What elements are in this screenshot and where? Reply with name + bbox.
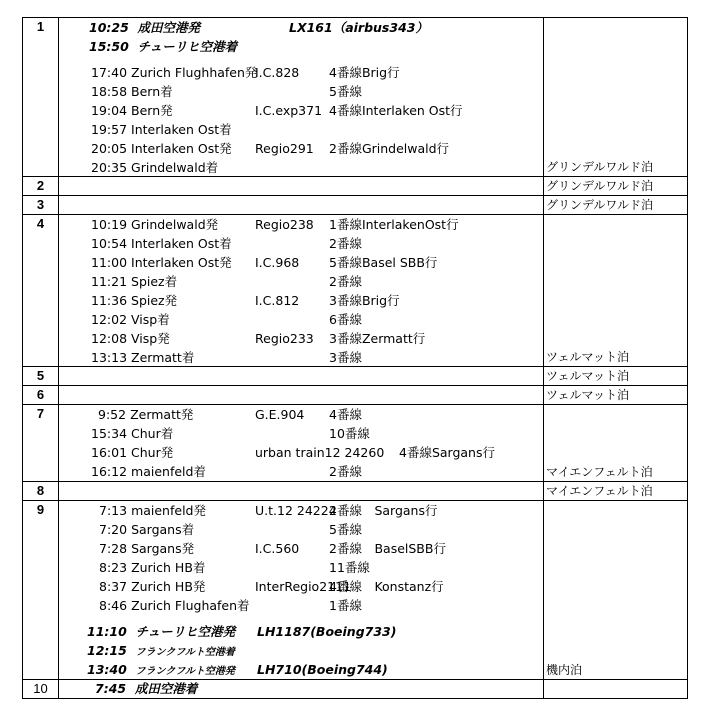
- day-row-1: [23, 18, 688, 177]
- text-fragment: 11:21: [91, 274, 128, 289]
- train-line: [91, 234, 232, 253]
- train-number: U.t.12 24224: [255, 503, 337, 518]
- train-line: [99, 520, 194, 539]
- day-number: [23, 215, 59, 367]
- stay-cell: [544, 386, 688, 405]
- train-number: I.C.828: [255, 65, 300, 80]
- text-fragment: Sargans着: [131, 522, 195, 537]
- text-fragment: Grindelwald着: [131, 160, 219, 175]
- train-line: [99, 501, 206, 520]
- text-fragment: 20:35: [91, 160, 128, 175]
- text-fragment: 12:02: [91, 312, 128, 327]
- train-number: Regio291: [255, 141, 314, 156]
- text-fragment: 19:04: [91, 103, 128, 118]
- stay-cell: [544, 196, 688, 215]
- train-line: [91, 462, 206, 481]
- train-line: [99, 577, 205, 596]
- text-fragment: 15:34: [91, 426, 128, 441]
- day-row-4: [23, 215, 688, 367]
- day-schedule: [59, 215, 544, 367]
- text-fragment: 1: [36, 19, 45, 34]
- stay-note: マイエンフェルト泊: [546, 484, 653, 498]
- track-info: 4番線 Konstanz行: [329, 579, 444, 594]
- day-row-10: [23, 680, 688, 699]
- text-fragment: 4: [36, 216, 45, 231]
- track-info: 4番線Interlaken Ost行: [329, 103, 463, 118]
- text-fragment: LH1187(Boeing733): [257, 624, 397, 639]
- day-schedule: [59, 386, 544, 405]
- track-info: 1番線: [329, 598, 362, 613]
- text-fragment: 16:01: [91, 445, 128, 460]
- track-info: 2番線 Sargans行: [329, 503, 438, 518]
- flight-line: [87, 622, 397, 641]
- train-line: [91, 424, 173, 443]
- train-number: Regio233: [255, 331, 314, 346]
- text-fragment: Bern発: [131, 103, 173, 118]
- text-fragment: 7:20: [99, 522, 128, 537]
- day-schedule: [59, 177, 544, 196]
- track-info: 11番線: [329, 560, 370, 575]
- train-line: [91, 310, 170, 329]
- train-number: G.E.904: [255, 407, 305, 422]
- day-schedule: [59, 501, 544, 680]
- text-fragment: 5: [36, 368, 45, 383]
- day-schedule: [59, 405, 544, 482]
- day-number: [23, 386, 59, 405]
- track-info: 3番線Brig行: [329, 293, 400, 308]
- text-fragment: Bern着: [131, 84, 173, 99]
- text-fragment: Interlaken Ost着: [131, 122, 232, 137]
- text-fragment: Interlaken Ost着: [131, 236, 232, 251]
- flight-line: [87, 641, 235, 660]
- day-number: [23, 405, 59, 482]
- text-fragment: 8:37: [99, 579, 128, 594]
- day-number: [23, 367, 59, 386]
- stay-note: ツェルマット泊: [546, 350, 630, 364]
- text-fragment: 19:57: [91, 122, 128, 137]
- train-line: [91, 215, 218, 234]
- train-line: [91, 158, 218, 177]
- text-fragment: 15:50: [89, 39, 129, 54]
- text-fragment: Zurich HB着: [131, 560, 206, 575]
- day-row-8: [23, 482, 688, 501]
- stay-note: グリンデルワルド泊: [546, 160, 654, 174]
- text-fragment: Chur発: [131, 445, 174, 460]
- train-number: I.C.560: [255, 541, 300, 556]
- train-line: [91, 63, 257, 82]
- text-fragment: LH710(Boeing744): [257, 662, 388, 677]
- track-info: 5番線: [329, 84, 362, 99]
- text-fragment: 20:05: [91, 141, 128, 156]
- track-info: 4番線Sargans行: [399, 445, 495, 460]
- text-fragment: Zurich Flughafen着: [131, 598, 250, 613]
- train-number: I.C.812: [255, 293, 300, 308]
- day-row-5: [23, 367, 688, 386]
- stay-note: グリンデルワルド泊: [546, 198, 654, 212]
- text-fragment: 3: [36, 197, 45, 212]
- track-info: 2番線 BaselSBB行: [329, 541, 446, 556]
- text-fragment: 2: [36, 178, 45, 193]
- stay-note: マイエンフェルト泊: [546, 465, 653, 479]
- stay-cell: [544, 177, 688, 196]
- text-fragment: 11:00: [91, 255, 128, 270]
- text-fragment: 13:40: [87, 662, 127, 677]
- text-fragment: 成田空港発: [137, 20, 201, 35]
- text-fragment: 17:40: [91, 65, 128, 80]
- train-line: [91, 348, 194, 367]
- text-fragment: Zermatt発: [130, 407, 194, 422]
- train-line: [91, 82, 173, 101]
- text-fragment: Spiez発: [131, 293, 178, 308]
- day-number: [23, 196, 59, 215]
- text-fragment: 7:45: [95, 681, 127, 696]
- train-line: [91, 329, 170, 348]
- text-fragment: 13:13: [91, 350, 128, 365]
- train-number: I.C.exp371: [255, 103, 323, 118]
- train-number: I.C.968: [255, 255, 300, 270]
- train-line: [91, 443, 173, 462]
- text-fragment: 9:52: [98, 407, 127, 422]
- track-info: 4番線: [329, 407, 362, 422]
- text-fragment: 11:36: [91, 293, 128, 308]
- day-number: [23, 18, 59, 177]
- train-line: [99, 558, 205, 577]
- text-fragment: 10:19: [91, 217, 128, 232]
- text-fragment: maienfeld発: [131, 503, 206, 518]
- stay-note: ツェルマット泊: [546, 388, 630, 402]
- text-fragment: Chur着: [131, 426, 174, 441]
- stay-cell: [544, 405, 688, 482]
- track-info: 2番線: [329, 464, 362, 479]
- text-fragment: Zurich Flughhafen発: [131, 65, 258, 80]
- text-fragment: 11:10: [87, 624, 127, 639]
- day-schedule: [59, 18, 544, 177]
- train-number: urban train12 24260: [255, 445, 385, 460]
- train-line: [91, 291, 177, 310]
- text-fragment: 7: [36, 406, 45, 421]
- text-fragment: Interlaken Ost発: [131, 255, 232, 270]
- track-info: 5番線Basel SBB行: [329, 255, 438, 270]
- text-fragment: Visp着: [131, 312, 170, 327]
- text-fragment: 10:25: [89, 20, 129, 35]
- track-info: 2番線: [329, 236, 362, 251]
- text-fragment: maienfeld着: [131, 464, 206, 479]
- text-fragment: Zermatt着: [131, 350, 195, 365]
- day-number: [23, 680, 59, 699]
- text-fragment: 8: [36, 483, 45, 498]
- track-info: 1番線InterlakenOst行: [329, 217, 459, 232]
- itinerary-table: [22, 17, 688, 699]
- text-fragment: Interlaken Ost発: [131, 141, 232, 156]
- text-fragment: フランクフルト空港発: [135, 666, 235, 677]
- flight-line: [87, 660, 388, 679]
- text-fragment: 12:15: [87, 643, 127, 658]
- text-fragment: 8:46: [99, 598, 128, 613]
- stay-cell: [544, 367, 688, 386]
- stay-cell: [544, 18, 688, 177]
- text-fragment: 9: [36, 502, 45, 517]
- day-row-3: [23, 196, 688, 215]
- stay-cell: [544, 680, 688, 699]
- train-line: [99, 596, 250, 615]
- track-info: 2番線Grindelwald行: [329, 141, 450, 156]
- text-fragment: 6: [36, 387, 45, 402]
- text-fragment: 12:08: [91, 331, 128, 346]
- text-fragment: Sargans発: [131, 541, 195, 556]
- text-fragment: 10: [33, 681, 48, 696]
- flight-line: [89, 18, 428, 37]
- day-row-6: [23, 386, 688, 405]
- text-fragment: LX161（airbus343）: [289, 20, 428, 35]
- day-row-7: [23, 405, 688, 482]
- text-fragment: 7:28: [99, 541, 128, 556]
- flight-line: [89, 37, 237, 56]
- train-line: [91, 120, 232, 139]
- text-fragment: フランクフルト空港着: [135, 647, 235, 658]
- text-fragment: チューリヒ空港着: [137, 39, 238, 54]
- track-info: 10番線: [329, 426, 370, 441]
- train-line: [91, 253, 232, 272]
- train-number: InterRegio2111: [255, 579, 352, 594]
- day-number: [23, 482, 59, 501]
- train-line: [91, 272, 177, 291]
- day-row-2: [23, 177, 688, 196]
- stay-cell: [544, 215, 688, 367]
- day-row-9: [23, 501, 688, 680]
- stay-cell: [544, 501, 688, 680]
- text-fragment: チューリヒ空港発: [135, 624, 236, 639]
- train-line: [91, 139, 232, 158]
- day-schedule: [59, 482, 544, 501]
- track-info: 3番線Zermatt行: [329, 331, 426, 346]
- day-schedule: [59, 367, 544, 386]
- track-info: 4番線Brig行: [329, 65, 400, 80]
- track-info: 3番線: [329, 350, 362, 365]
- stay-note: グリンデルワルド泊: [546, 179, 654, 193]
- text-fragment: 16:12: [91, 464, 128, 479]
- stay-note: 機内泊: [546, 663, 583, 677]
- day-schedule: [59, 196, 544, 215]
- stay-cell: [544, 482, 688, 501]
- day-number: [23, 177, 59, 196]
- text-fragment: 8:23: [99, 560, 128, 575]
- text-fragment: Spiez着: [131, 274, 178, 289]
- text-fragment: 成田空港着: [134, 681, 198, 696]
- train-line: [91, 101, 173, 120]
- track-info: 5番線: [329, 522, 362, 537]
- text-fragment: Zurich HB発: [131, 579, 206, 594]
- day-number: [23, 501, 59, 680]
- train-line: [98, 405, 193, 424]
- text-fragment: Grindelwald発: [131, 217, 219, 232]
- text-fragment: 18:58: [91, 84, 128, 99]
- stay-note: ツェルマット泊: [546, 369, 630, 383]
- text-fragment: Visp発: [131, 331, 170, 346]
- track-info: 2番線: [329, 274, 362, 289]
- day-schedule: [59, 680, 544, 699]
- train-number: Regio238: [255, 217, 314, 232]
- train-line: [99, 539, 194, 558]
- text-fragment: 7:13: [99, 503, 128, 518]
- text-fragment: 10:54: [91, 236, 128, 251]
- flight-line: [95, 679, 197, 698]
- track-info: 6番線: [329, 312, 362, 327]
